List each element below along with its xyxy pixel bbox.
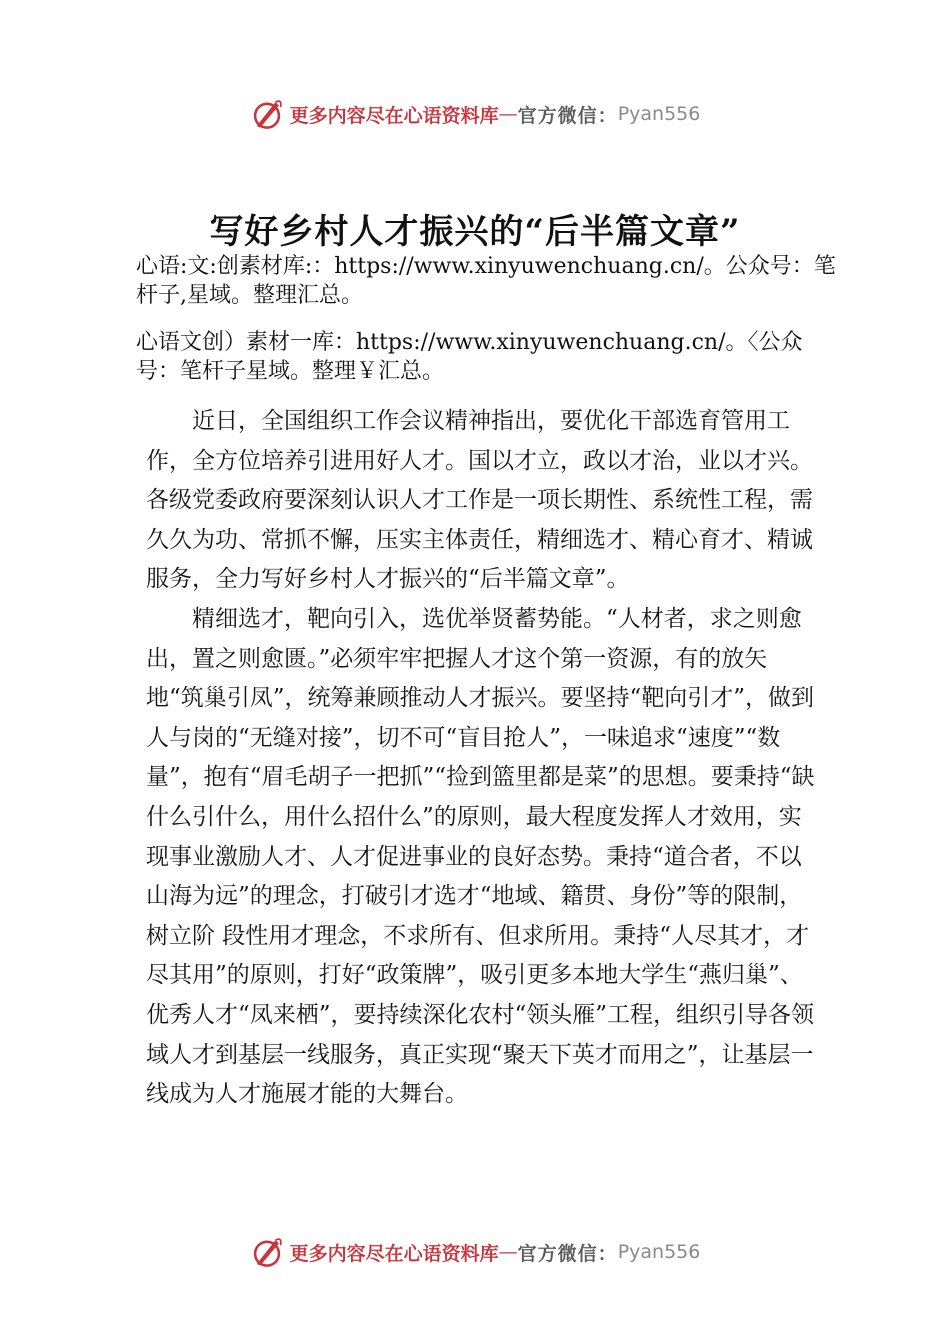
- paragraph: 近日，全国组织工作会议精神指出，要优化干部选育管用工作，全方位培养引进用好人才。国以才立，政以才治，业以才兴。各级党委政府要深刻认识人才工作是一项长期性、系统性工程，需久久为功、常抓不懈，压实主体责任，精细选才、精心育才、精诚服务，全力写好乡村人才振兴的“后半篇文章”。: [146, 408, 813, 593]
- banner-site-text: 更多内容尽在心语资料库: [289, 104, 499, 127]
- quill-pen-circle-icon: [250, 1235, 284, 1269]
- header-banner: [0, 96, 950, 132]
- banner-account: Pyan556: [617, 1241, 701, 1263]
- paragraph: 精细选才，靶向引入，选优举贤蓄势能。“人材者，求之则愈出，置之则愈匮。”必须牢牢把握人才这个第一资源，有的放矢地“筑巢引凤”，统筹兼顾推动人才振兴。要坚持“靶向引才”，做到人与岗的“无缝对接”，切不可“盲目抢人”，一味追求“速度”“数量”，抱有“眉毛胡子一把抓”“捡到篮里都是菜”的思想。要秉持“缺什么引什么，用什么招什么”的原则，最大程度发挥人才效用，实现事业激励人才、人才促进事业的良好态势。秉持“道合者，不以山海为远”的理念，打破引才选才“地域、籍贯、身份”等的限制，树立阶 段性用才理念，不求所有、但求所用。秉持“人尽其才，才尽其用”的原则，打好“政策牌”，吸引更多本地大学生“燕归巢”、优秀人才“凤来栖”，要持续深化农村“领头雁”工程，组织引导各领域人才到基层一线服务，真正实现“聚天下英才而用之”，让基层一线成为人才施展才能的大舞台。: [146, 605, 815, 1108]
- banner-dash: —: [498, 1241, 518, 1263]
- document-body: [146, 402, 818, 1115]
- banner-label: 官方微信：: [517, 104, 618, 127]
- quill-pen-circle-icon: [250, 97, 284, 131]
- banner-dash: —: [498, 103, 518, 125]
- banner-site-text: 更多内容尽在心语资料库: [289, 1242, 499, 1265]
- source-note: 心语:文:创素材库:：https://www.xinyuwenchuang.cn/。公众号：笔杆子,星域。整理汇总。: [136, 254, 836, 308]
- banner-label: 官方微信：: [517, 1242, 618, 1265]
- document-title: 写好乡村人才振兴的“后半篇文章”: [209, 212, 741, 252]
- footer-banner: [0, 1234, 950, 1270]
- banner-account: Pyan556: [617, 103, 701, 125]
- source-note: 心语文创）素材一库：https://www.xinyuwenchuang.cn/。〈公众号：笔杆子星域。整理￥汇总。: [136, 330, 803, 384]
